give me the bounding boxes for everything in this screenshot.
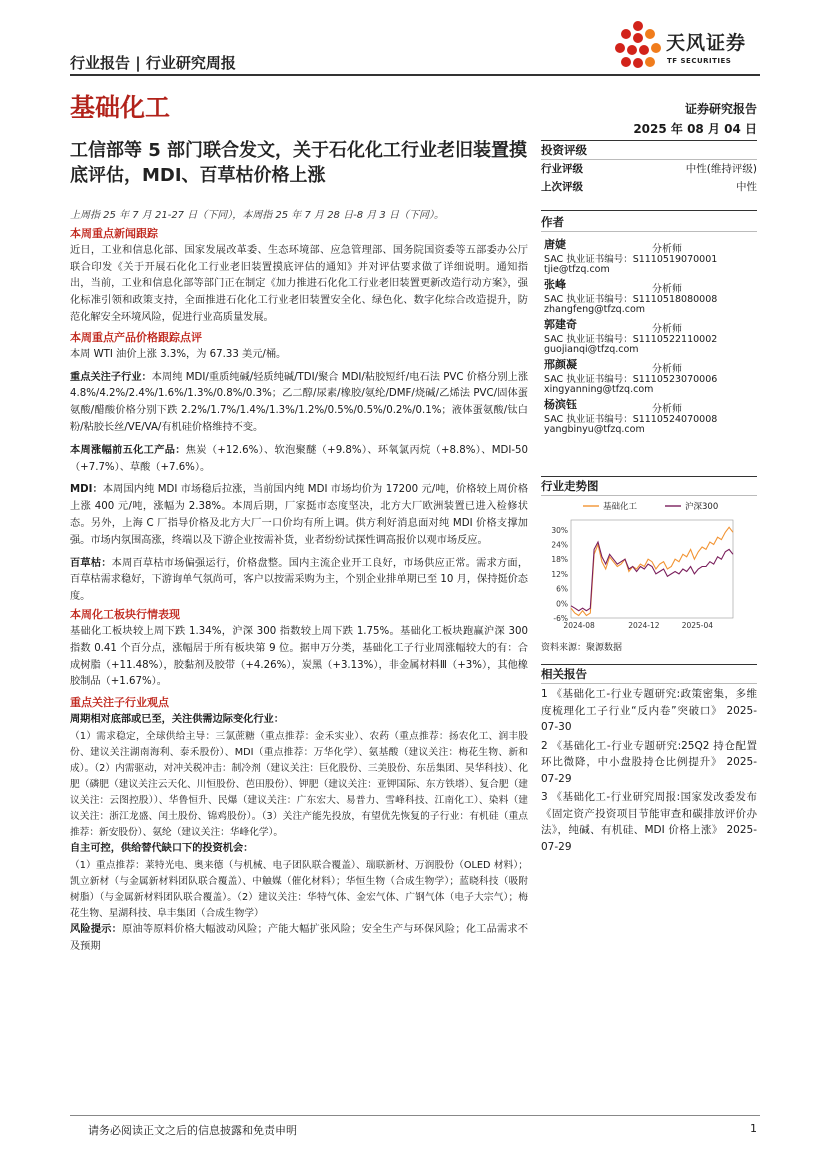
author-sac: SAC 执业证书编号：S1110524070008 [544,414,718,425]
trend-chart [541,496,757,636]
authors-rule-2 [541,231,757,232]
author-card [541,396,757,436]
focus-lead: 重点关注子行业： [70,371,152,383]
y-tick-label: 24% [551,540,568,550]
header-divider [70,74,760,76]
section-market-body: 基础化工板块较上周下跌 1.34%，沪深 300 指数较上周下跌 1.75%。基础化工板块跑赢沪深 300 指数 0.41 个百分点，涨幅居于所有板块第 9 位。据申万分类，基础化工子行业周涨幅较大的有：合成树脂（+11.48%），胶黏剂及胶带（+4.26%），炭黑（+3.13%），非金属材料Ⅲ（+3%），其他橡胶制品（+1.67%）。 [70,625,528,688]
author-role: 分析师 [652,404,682,415]
legend-label: 沪深300 [685,502,719,512]
y-tick-label: 6% [556,584,568,594]
author-card [541,236,757,276]
section-news-body: 近日，工业和信息化部、国家发展改革委、生态环境部、应急管理部、国务院国资委等五部委办公厅联合印发《关于开展石化化工行业老旧装置摸底评估的通知》并对评估要求做了详细说明。通知指出，当前，工业和信息化部等部门正在制定《加力推进石化化工行业老旧装置更新改造行动方案》，强化标准引领和政策支持，全面推进石化化工行业老旧装置安全化、绿色化、数字化综合改造提升，防范化解安全环境风险，促进行业高质量发展。 [70,244,528,323]
views-body1: （1）需求稳定，全球供给主导：三氯蔗糖（重点推荐：金禾实业）、农药（重点推荐：扬农化工、润丰股份、建议关注湖南海利、泰禾股份）、MDI（重点推荐：万华化学）、氨基酸（建议关注：梅花生物、新和成）。（2）内需驱动，对冲关税冲击：制冷剂（建议关注：巨化股份、三美股份、东岳集团、昊华科技）、化肥（磷肥（建议关注云天化、川恒股份、芭田股份）、钾肥（建议关注：亚钾国际、东方铁塔）、复合肥（建议关注：云图控股））、华鲁恒升、民爆（建议关注：广东宏大、易普力、雪峰科技、江南化工）、染料（建议关注：浙江龙盛、闰土股份、锦鸡股份）。（3）关注产能先投放，有望优先恢复的子行业：有机硅（重点推荐：新安股份）、氨纶（建议关注：华峰化学）。 [70,730,528,838]
document-type: 证券研究报告 [684,102,757,116]
section-views-heading: 重点关注子行业观点 [70,696,169,710]
legend-label: 基础化工 [603,502,638,512]
y-tick-label: 0% [556,599,568,609]
y-tick-label: -6% [553,614,568,623]
mdi-paragraph [70,482,528,549]
rating-row-previous [541,178,757,196]
author-email[interactable]: zhangfeng@tfzq.com [544,304,646,315]
focus-text: 本周纯 MDI/重质纯碱/轻质纯碱/TDI/聚合 MDI/粘胶短纤/电石法 PVC 价格分别上涨 4.8%/4.2%/2.4%/1.6%/1.3%/0.8%/0.3%；乙二醇/尿素/橡胶/氨纶/DMF/烧碱/乙烯法 PVC/固体蛋氨酸/醋酸价格分别下跌 2.2%/1.7%/1.4%/1.3%/1.2%/0.5%/0.5%/0.2%/0.1%；液体蛋氨酸/钛白粉/粘胶长丝/VE/VA/有机硅价格维持不变。 [70,371,529,433]
trend-heading: 行业走势图 [541,479,599,493]
mdi-lead: MDI： [70,484,103,496]
main-column [70,208,528,955]
section-market-heading: 本周化工板块行情表现 [70,607,180,621]
rating-label: 行业评级 [541,163,583,175]
brand-name-cn: 天风证券 [666,32,747,54]
rating-row-industry [541,160,757,178]
authors-panel [541,210,757,436]
mdi-text: 本周国内纯 MDI 市场稳后拉涨，当前国内纯 MDI 市场均价为 17200 元/吨，价格较上周价格上涨 400 元/吨，涨幅为 2.38%。本周后期，厂家挺市态度坚决，北方大厂欧洲装置已进入检修状态。另外，上海 C 厂指导价格及北方大厂一口价均有所上调。供方利好消息面对纯 MDI 价格支撑加强。市场内氛围高涨，终端以及下游企业按需补货，业者纷纷试探性调高报价以观市场反应。 [70,484,529,546]
related-report-item[interactable]: 2 《基础化工-行业专题研究:25Q2 持仓配置环比微降，中小盘股持仓比例提升》 2025-07-29 [541,739,757,785]
report-title: 工信部等 5 部门联合发文，关于石化化工行业老旧装置摸底评估，MDI、百草枯价格上涨 [70,140,528,186]
footer-divider [70,1115,760,1116]
author-name: 邢颜凝 [544,358,577,371]
author-name: 郭建奇 [544,318,577,331]
author-sac: SAC 执业证书编号：S1110518080008 [544,294,718,305]
focus-paragraph [70,370,528,437]
brand-logo-icon [612,20,664,70]
related-report-item[interactable]: 1 《基础化工-行业专题研究:政策密集，多维度梳理化工子行业“反内卷”突破口》 2025-07-30 [541,688,757,733]
x-tick-label: 2025-04 [681,621,714,630]
brand-logo [612,20,762,70]
y-tick-label: 12% [551,569,568,579]
section-news-heading: 本周重点新闻跟踪 [70,226,158,240]
industry-name: 基础化工 [70,93,171,122]
author-card [541,276,757,316]
rating-heading: 投资评级 [541,143,587,157]
related-panel [541,664,757,857]
page-number: 1 [750,1122,757,1135]
views-sub2: 自主可控，供给替代缺口下的投资机会： [70,842,254,854]
top5-paragraph [70,443,528,477]
author-email[interactable]: guojianqi@tfzq.com [544,344,639,355]
rating-value: 中性 [736,181,757,193]
authors-heading: 作者 [541,215,564,229]
series-line-chem [571,527,733,615]
author-name: 张峰 [544,278,566,291]
author-role: 分析师 [652,324,682,335]
y-tick-label: 30% [551,525,568,535]
x-tick-label: 2024-12 [628,621,660,630]
risk-lead: 风险提示： [70,923,123,935]
author-name: 杨滨钰 [544,398,577,411]
author-card [541,356,757,396]
x-tick-label: 2024-08 [563,621,595,630]
paraquat-lead: 百草枯： [70,557,112,569]
related-report-item[interactable]: 3 《基础化工-行业研究周报:国家发改委发布《固定资产投资项目节能审查和碳排放评价办法》，纯碱、有机硅、MDI 价格上涨》 2025-07-29 [541,791,757,853]
report-date: 2025 年 08 月 04 日 [633,122,757,136]
author-sac: SAC 执业证书编号：S1110519070001 [544,254,718,265]
author-name: 唐婕 [544,238,566,251]
footer-disclaimer: 请务必阅读正文之后的信息披露和免责申明 [88,1124,297,1137]
intro-note: 上周指 25 年 7 月 21-27 日（下同），本周指 25 年 7 月 28 日-8 月 3 日（下同）。 [70,210,444,221]
wti-paragraph: 本周 WTI 油价上涨 3.3%，为 67.33 美元/桶。 [70,348,287,360]
risk-paragraph [70,922,528,956]
brand-name-en: TF SECURITIES [667,57,732,65]
views-sub1: 周期相对底部或已至，关注供需边际变化行业： [70,714,284,726]
author-sac: SAC 执业证书编号：S1110523070006 [544,374,718,385]
y-tick-label: 18% [551,555,568,565]
author-role: 分析师 [652,244,682,255]
trend-panel [541,476,757,653]
chart-source: 资料来源：聚源数据 [541,643,623,653]
views-body2: （1）重点推荐：莱特光电、奥来德（与机械、电子团队联合覆盖）、瑞联新材、万润股份（OLED 材料）；凯立新材（与金属新材料团队联合覆盖）、中触媒（催化材料）；华恒生物（合成生物学）；蓝晓科技（吸附树脂）（与金属新材料团队联合覆盖）。（2）建议关注：华特气体、金宏气体、广钢气体（电子大宗气）；梅花生物、星湖科技、阜丰集团（合成生物学） [70,859,528,919]
rating-label: 上次评级 [541,181,583,193]
paraquat-text: 本周百草枯市场偏强运行，价格盘整。国内主流企业开工良好，市场供应正常。需求方面，百草枯需求稳好，下游询单气氛尚可，客户以按需采购为主，个别企业排单期已至 10 月，保持挺价态度。 [70,557,529,603]
author-email[interactable]: tjie@tfzq.com [544,264,610,275]
rating-panel [541,140,757,196]
plot-frame [571,520,733,618]
top5-lead: 本周涨幅前五化工产品： [70,444,186,456]
author-role: 分析师 [652,364,682,375]
risk-text: 原油等原料价格大幅波动风险；产能大幅扩张风险；安全生产与环保风险；化工品需求不及预期 [70,923,529,952]
report-type: 行业报告 | 行业研究周报 [70,54,236,72]
author-role: 分析师 [652,284,682,295]
related-heading: 相关报告 [541,667,587,681]
top5-text: 焦炭（+12.6%）、软泡聚醚（+9.8%）、环氧氯丙烷（+8.8%）、MDI-50（+7.7%）、草酸（+7.6%）。 [70,444,529,473]
author-sac: SAC 执业证书编号：S1110522110002 [544,334,718,345]
author-card [541,316,757,356]
author-email[interactable]: xingyanning@tfzq.com [544,384,654,395]
rating-value: 中性(维持评级) [685,163,757,175]
section-price-heading: 本周重点产品价格跟踪点评 [70,330,202,344]
related-rule-2 [541,683,757,684]
author-email[interactable]: yangbinyu@tfzq.com [544,424,645,435]
paraquat-paragraph [70,556,528,606]
